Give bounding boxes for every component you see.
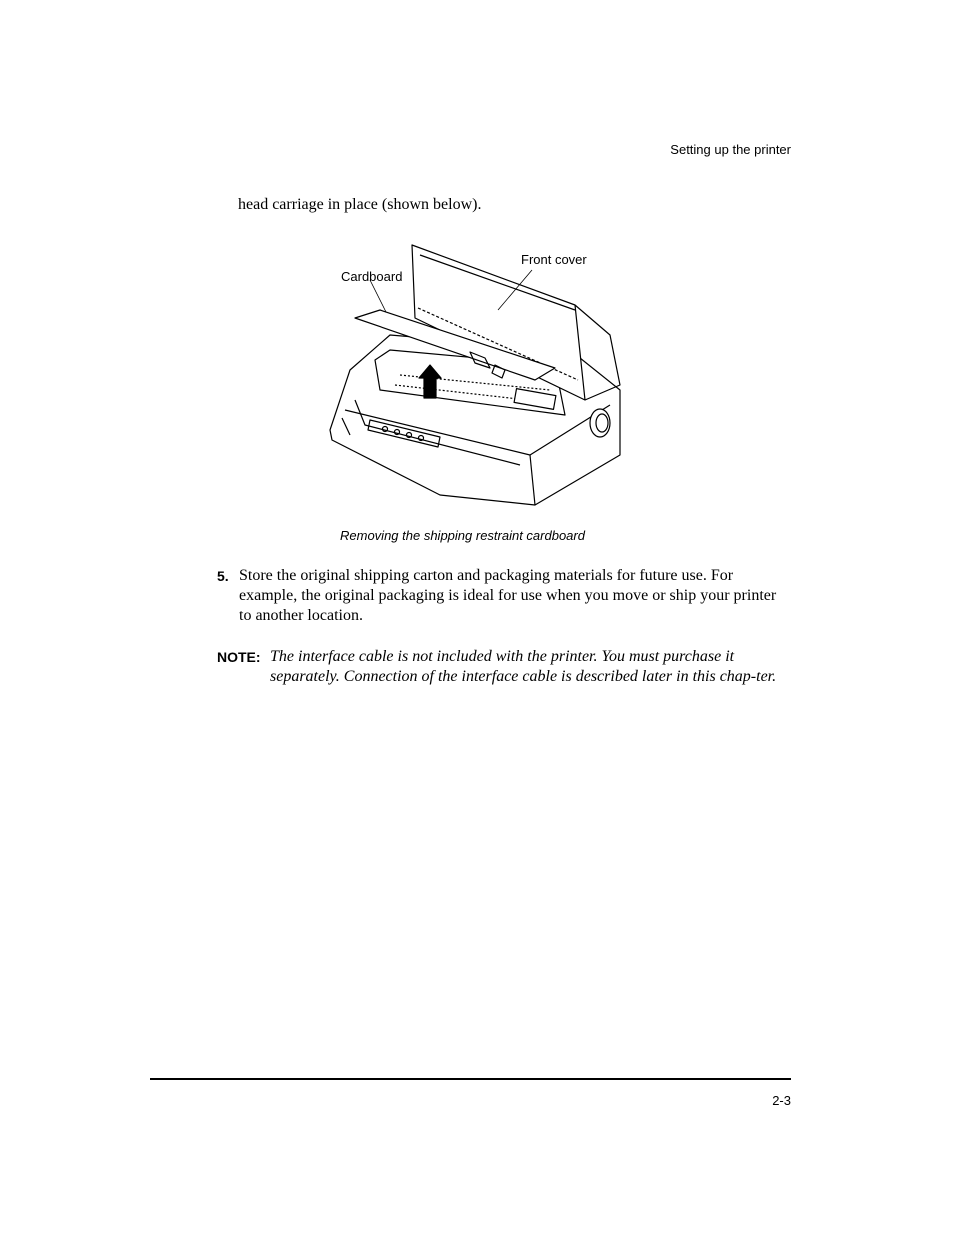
figure-caption: Removing the shipping restraint cardboard [340,528,585,543]
footer-rule [150,1078,791,1080]
note-label: NOTE: [217,649,261,665]
step-text: Store the original shipping carton and packaging materials for future use. For example, the original packaging is ideal for use when you move or ship your printer to another location. [239,567,777,624]
note-text: The interface cable is not included with the printer. You must purchase it separately. Connection of the interface cable is described later in this chap-ter. [270,648,777,685]
note-block [217,647,792,687]
running-header: Setting up the printer [670,142,791,157]
printer-illustration [320,240,630,515]
intro-text: head carriage in place (shown below). [238,196,482,213]
cardboard-callout: Cardboard [341,269,403,284]
step-5 [217,566,792,626]
front-cover-callout: Front cover [521,252,587,267]
step-number: 5. [217,568,229,584]
page-number: 2-3 [772,1093,791,1108]
